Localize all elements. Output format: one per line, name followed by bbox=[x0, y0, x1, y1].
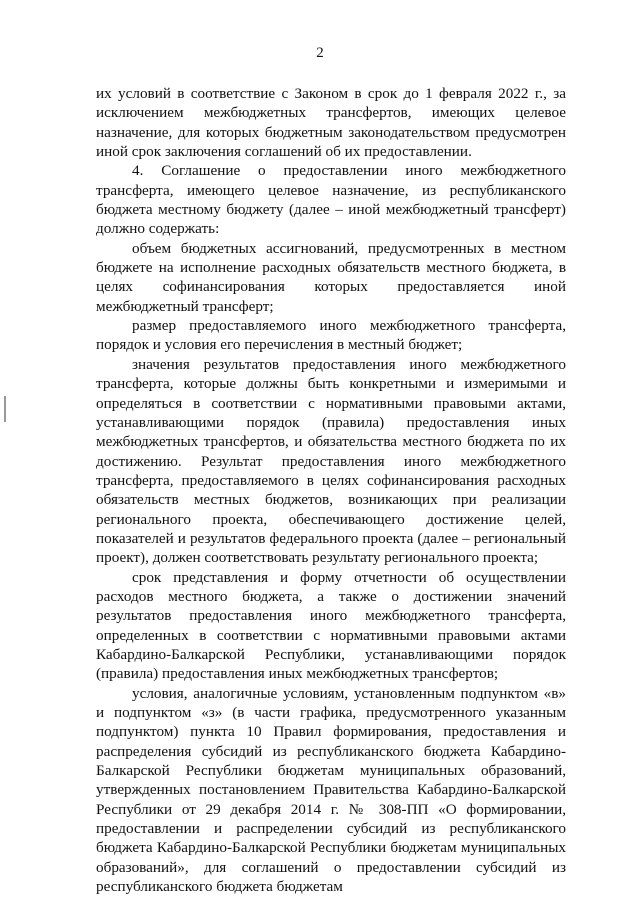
page-number: 2 bbox=[316, 45, 324, 61]
paragraph-reporting-deadline: срок представления и форму отчетности об осуществлении расходов местного бюджета, а также о достижении значений результатов предоставления иного межбюджетного трансферта, определенных в соответствии с нормативными правовыми актами Кабардино-Балкарской Республики, устанавливающими порядок (правила) предоставления иных межбюджетных трансфертов; bbox=[96, 568, 566, 683]
paragraph-analogous-conditions: условия, аналогичные условиям, установленным подпунктом «в» и подпунктом «з» (в части графика, предусмотренного указанным подпунктом) пункта 10 Правил формирования, предоставления и распределения субсидий из республиканского бюджета Кабардино-Балкарской Республики бюджетам муниципальных образований, утвержденных постановлением Правительства Кабардино-Балкарской Республики от 29 декабря 2014 г. № 308-ПП «О формировании, предоставлении и распределении субсидий из республиканского бюджета Кабардино-Балкарской Республики бюджетам муниципальных образований», для соглашений о предоставлении субсидий из республиканского бюджета бюджетам bbox=[96, 684, 566, 896]
paragraph-result-values: значения результатов предоставления иного межбюджетного трансферта, которые должны быть конкретными и измеримыми и определяться в соответствии с нормативными правовыми актами, устанавливающими порядок (правила) предоставления иных межбюджетных трансфертов, и обязательства местного бюджета по их достижению. Результат предоставления иного межбюджетного трансферта, предоставляемого в целях софинансирования расходных обязательств местных бюджетов, возникающих при реализации регионального проекта, обеспечивающего достижение целей, показателей и результатов федерального проекта (далее – региональный проект), должен соответствовать результату регионального проекта; bbox=[96, 355, 566, 567]
document-body bbox=[96, 84, 566, 896]
paragraph-clause-4: 4. Соглашение о предоставлении иного межбюджетного трансферта, имеющего целевое назначение, из республиканского бюджета местному бюджету (далее – иной межбюджетный трансферт) должно содержать: bbox=[96, 162, 566, 238]
scan-margin-mark bbox=[4, 396, 6, 422]
paragraph-budget-allocation: объем бюджетных ассигнований, предусмотренных в местном бюджете на исполнение расходных обязательств местного бюджета, в целях софинансирования которых предоставляется иной межбюджетный трансферт; bbox=[96, 239, 566, 315]
paragraph-transfer-amount: размер предоставляемого иного межбюджетного трансферта, порядок и условия его перечисления в местный бюджет; bbox=[96, 317, 566, 354]
paragraph-continuation: их условий в соответствие с Законом в срок до 1 февраля 2022 г., за исключением межбюджетных трансфертов, имеющих целевое назначение, для которых бюджетным законодательством предусмотрен иной срок заключения соглашений об их предоставлении. bbox=[96, 85, 566, 161]
